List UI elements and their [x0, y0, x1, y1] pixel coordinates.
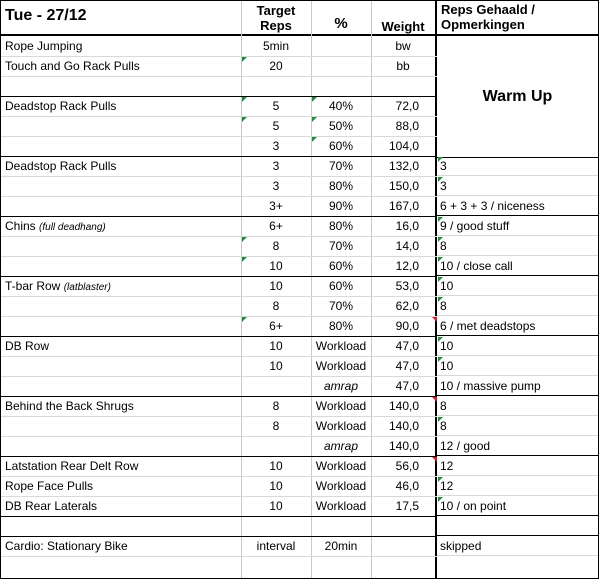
comment-flag-icon — [432, 397, 437, 402]
exercise-cell — [5, 96, 241, 116]
reps-cell: 10 — [269, 339, 283, 353]
exercise-cell — [5, 516, 241, 536]
comment-marker-icon — [242, 317, 247, 322]
weight-header: Weight — [371, 1, 435, 36]
comment-marker-icon — [438, 357, 443, 362]
reps-cell: 5 — [272, 99, 280, 113]
percent-cell: Workload — [315, 499, 367, 513]
comment-marker-icon — [438, 237, 443, 242]
table-row — [1, 76, 437, 97]
comment-flag-icon — [432, 457, 437, 462]
comment-flag-icon — [432, 317, 437, 322]
notes-cell: 3 — [437, 156, 598, 176]
notes-cell: 8 — [437, 296, 598, 316]
exercise-name: Rope Jumping — [5, 39, 83, 53]
notes-cell: 12 / good — [437, 436, 598, 456]
reps-cell — [241, 376, 311, 396]
comment-marker-icon — [312, 137, 317, 142]
table-row — [1, 516, 437, 537]
table-row — [1, 136, 437, 157]
weight-cell: 72,0 — [395, 99, 419, 113]
comment-marker-icon — [438, 477, 443, 482]
weight-cell: 14,0 — [395, 239, 419, 253]
weight-cell: 47,0 — [395, 339, 419, 353]
weight-cell: bw — [395, 39, 411, 53]
percent-cell: Workload — [315, 359, 367, 373]
notes-cell: 12 — [437, 456, 598, 476]
reps-cell: 5 — [272, 119, 280, 133]
exercise-cell — [5, 296, 241, 316]
notes-cell: skipped — [437, 536, 598, 556]
notes-header — [437, 1, 598, 36]
target-reps-header-line1: Target — [256, 3, 296, 18]
notes-cell: 10 — [437, 356, 598, 376]
comment-marker-icon — [438, 157, 443, 162]
weight-cell: 56,0 — [395, 459, 419, 473]
weight-cell: 132,0 — [388, 159, 419, 173]
table-row — [1, 456, 437, 477]
percent-cell: 70% — [328, 299, 354, 313]
reps-cell: 8 — [272, 299, 280, 313]
exercise-cell — [5, 336, 241, 356]
percent-cell: 60% — [328, 279, 354, 293]
comment-marker-icon — [438, 417, 443, 422]
weight-cell: 46,0 — [395, 479, 419, 493]
reps-cell: 10 — [269, 359, 283, 373]
reps-cell: 3 — [272, 179, 280, 193]
percent-cell: Workload — [315, 419, 367, 433]
table-row — [1, 296, 437, 317]
comment-marker-icon — [242, 237, 247, 242]
comment-marker-icon — [438, 297, 443, 302]
comment-marker-icon — [438, 217, 443, 222]
weight-cell: 62,0 — [395, 299, 419, 313]
exercise-cell — [5, 176, 241, 196]
table-row — [1, 336, 437, 357]
date-header: Tue - 27/12 — [1, 1, 241, 36]
percent-cell: 80% — [328, 219, 354, 233]
exercise-cell — [5, 56, 241, 76]
table-row — [1, 496, 437, 517]
exercise-cell — [5, 236, 241, 256]
percent-cell: 70% — [328, 239, 354, 253]
exercise-cell — [5, 356, 241, 376]
comment-marker-icon — [438, 177, 443, 182]
exercise-cell — [5, 196, 241, 216]
percent-cell: Workload — [315, 459, 367, 473]
comment-marker-icon — [438, 337, 443, 342]
weight-cell: bb — [396, 59, 410, 73]
table-row — [1, 276, 437, 297]
notes-cell: 6 / met deadstops — [437, 316, 598, 336]
notes-cell: 9 / good stuff — [437, 216, 598, 236]
percent-cell: amrap — [323, 439, 358, 453]
weight-cell: 88,0 — [395, 119, 419, 133]
notes-cell — [437, 516, 598, 536]
exercise-name: Behind the Back Shrugs — [5, 399, 134, 413]
table-row — [1, 376, 437, 397]
exercise-note: (latblaster) — [63, 282, 111, 293]
percent-cell: 70% — [328, 159, 354, 173]
weight-cell: 150,0 — [388, 179, 419, 193]
exercise-cell — [5, 276, 241, 296]
comment-marker-icon — [438, 257, 443, 262]
table-row — [1, 196, 437, 217]
exercise-name: T-bar Row — [5, 279, 61, 293]
reps-cell: 8 — [272, 239, 280, 253]
weight-cell: 140,0 — [388, 439, 419, 453]
table-row — [1, 396, 437, 417]
reps-cell: 6+ — [269, 219, 283, 233]
exercise-cell — [5, 36, 241, 56]
percent-cell — [311, 56, 371, 76]
table-row — [1, 236, 437, 257]
exercise-cell — [5, 316, 241, 336]
percent-cell: 40% — [328, 99, 354, 113]
percent-cell: 20min — [324, 539, 358, 553]
comment-marker-icon — [242, 97, 247, 102]
reps-cell — [241, 516, 311, 536]
reps-cell: 8 — [272, 419, 280, 433]
table-row — [1, 116, 437, 137]
notes-header-line1: Reps Gehaald / — [441, 2, 535, 17]
reps-cell: 3+ — [269, 199, 283, 213]
table-row — [1, 216, 437, 237]
percent-cell: Workload — [315, 339, 367, 353]
table-row — [1, 56, 437, 77]
notes-cell: 10 / close call — [437, 256, 598, 276]
exercise-cell — [5, 476, 241, 496]
weight-cell — [371, 76, 435, 96]
exercise-cell — [5, 76, 241, 96]
exercise-cell — [5, 256, 241, 276]
percent-cell: Workload — [315, 479, 367, 493]
reps-cell: 20 — [269, 59, 283, 73]
exercise-name: Deadstop Rack Pulls — [5, 99, 117, 113]
table-row — [1, 356, 437, 377]
table-row — [1, 316, 437, 337]
table-row — [1, 176, 437, 197]
reps-cell: 10 — [269, 259, 283, 273]
weight-cell: 47,0 — [395, 379, 419, 393]
reps-cell: 10 — [269, 279, 283, 293]
comment-marker-icon — [242, 57, 247, 62]
notes-cell: 8 — [437, 416, 598, 436]
reps-cell: interval — [256, 539, 296, 553]
notes-cell: 8 — [437, 236, 598, 256]
weight-cell: 104,0 — [388, 139, 419, 153]
notes-cell: 10 / on point — [437, 496, 598, 516]
percent-cell — [311, 76, 371, 96]
percent-cell: 50% — [328, 119, 354, 133]
notes-cell: 10 — [437, 276, 598, 296]
reps-cell: 10 — [269, 479, 283, 493]
exercise-cell — [5, 396, 241, 416]
reps-cell — [241, 436, 311, 456]
exercise-cell — [5, 416, 241, 436]
exercise-cell — [5, 456, 241, 476]
weight-cell — [371, 536, 435, 556]
notes-cell: 10 / massive pump — [437, 376, 598, 396]
target-reps-header — [241, 1, 311, 36]
table-row — [1, 436, 437, 457]
reps-cell: 8 — [272, 399, 280, 413]
reps-cell: 10 — [269, 459, 283, 473]
percent-cell: 90% — [328, 199, 354, 213]
percent-cell: Workload — [315, 399, 367, 413]
exercise-name: Chins — [5, 219, 36, 233]
exercise-cell — [5, 496, 241, 516]
table-row — [1, 156, 437, 177]
exercise-cell — [5, 216, 241, 236]
percent-cell: amrap — [323, 379, 358, 393]
notes-cell: 10 — [437, 336, 598, 356]
exercise-cell — [5, 136, 241, 156]
comment-marker-icon — [438, 497, 443, 502]
weight-cell: 140,0 — [388, 399, 419, 413]
reps-cell: 3 — [272, 159, 280, 173]
table-row — [1, 536, 437, 557]
exercise-name: Rope Face Pulls — [5, 479, 94, 493]
weight-cell — [371, 516, 435, 536]
exercise-note: (full deadhang) — [39, 222, 106, 233]
weight-cell: 140,0 — [388, 419, 419, 433]
comment-marker-icon — [242, 257, 247, 262]
reps-cell: 5min — [262, 39, 289, 53]
percent-cell: 60% — [328, 139, 354, 153]
reps-cell: 3 — [272, 139, 280, 153]
table-row — [1, 476, 437, 497]
notes-cell: 12 — [437, 476, 598, 496]
reps-cell: 10 — [269, 499, 283, 513]
weight-cell: 53,0 — [395, 279, 419, 293]
exercise-cell — [5, 156, 241, 176]
warmup-label: Warm Up — [437, 36, 598, 158]
exercise-name: DB Row — [5, 339, 50, 353]
exercise-name: Deadstop Rack Pulls — [5, 159, 117, 173]
exercise-name: Latstation Rear Delt Row — [5, 459, 139, 473]
percent-cell: 80% — [328, 179, 354, 193]
reps-cell: 6+ — [269, 319, 283, 333]
exercise-name: DB Rear Laterals — [5, 499, 98, 513]
percent-cell: 80% — [328, 319, 354, 333]
exercise-name: Cardio: Stationary Bike — [5, 539, 128, 553]
table-row — [1, 36, 437, 57]
reps-cell — [241, 76, 311, 96]
comment-marker-icon — [312, 97, 317, 102]
exercise-name: Touch and Go Rack Pulls — [5, 59, 140, 73]
percent-header: % — [311, 1, 371, 36]
table-row — [1, 96, 437, 117]
weight-cell: 17,5 — [395, 499, 419, 513]
notes-cell: 3 — [437, 176, 598, 196]
target-reps-header-line2: Reps — [260, 18, 292, 33]
exercise-cell — [5, 116, 241, 136]
exercise-cell — [5, 536, 241, 556]
comment-marker-icon — [312, 117, 317, 122]
exercise-cell — [5, 436, 241, 456]
percent-cell — [311, 516, 371, 536]
weight-cell: 16,0 — [395, 219, 419, 233]
weight-cell: 167,0 — [388, 199, 419, 213]
notes-header-line2: Opmerkingen — [441, 17, 525, 32]
weight-cell: 90,0 — [395, 319, 419, 333]
weight-cell: 12,0 — [395, 259, 419, 273]
notes-cell: 6 + 3 + 3 / niceness — [437, 196, 598, 216]
notes-cell: 8 — [437, 396, 598, 416]
table-row — [1, 416, 437, 437]
percent-cell: 60% — [328, 259, 354, 273]
comment-marker-icon — [438, 277, 443, 282]
comment-marker-icon — [242, 117, 247, 122]
weight-cell: 47,0 — [395, 359, 419, 373]
table-row — [1, 256, 437, 277]
exercise-cell — [5, 376, 241, 396]
percent-cell — [311, 36, 371, 56]
